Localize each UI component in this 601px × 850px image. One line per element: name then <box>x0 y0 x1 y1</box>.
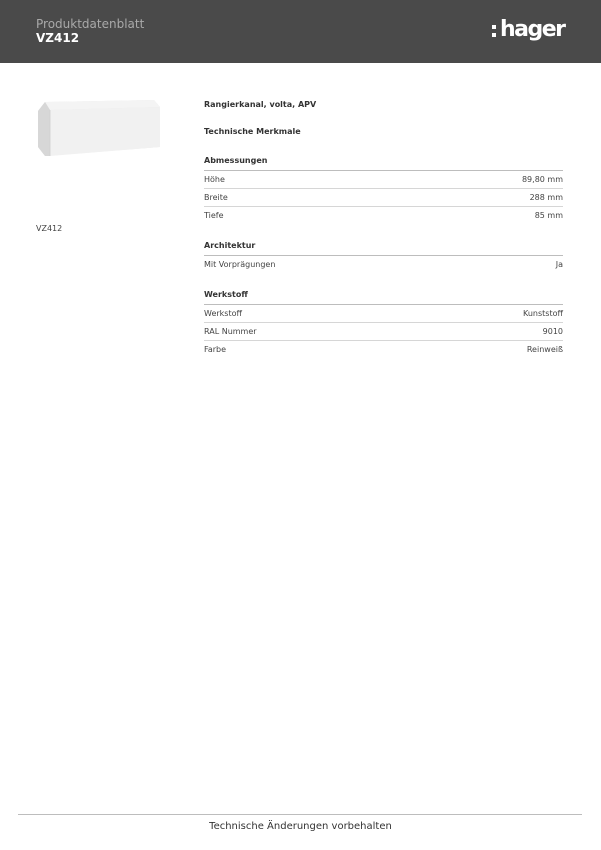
product-image-caption: VZ412 <box>36 224 63 233</box>
spec-value: 89,80 mm <box>521 175 563 184</box>
spec-row <box>204 207 563 224</box>
spec-value: Kunststoff <box>522 309 563 318</box>
spec-label: Mit Vorprägungen <box>204 260 276 269</box>
technical-specs <box>204 99 563 358</box>
spec-row <box>204 305 563 323</box>
spec-label: RAL Nummer <box>204 327 257 336</box>
document-type: Produktdatenblatt <box>36 17 145 31</box>
spec-group-material <box>204 289 563 358</box>
spec-value: Ja <box>555 260 563 269</box>
page-header <box>0 0 601 63</box>
spec-group-architecture <box>204 240 563 273</box>
spec-label: Farbe <box>204 345 227 354</box>
logo-mark-icon <box>492 19 498 41</box>
spec-row <box>204 341 563 358</box>
section-title: Technische Merkmale <box>204 127 301 136</box>
spec-group-dimensions <box>204 155 563 224</box>
spec-row <box>204 323 563 341</box>
product-code: VZ412 <box>36 31 80 45</box>
footer-note: Technische Änderungen vorbehalten <box>209 821 392 832</box>
spec-label: Werkstoff <box>204 309 242 318</box>
spec-row <box>204 189 563 207</box>
spec-label: Breite <box>204 193 228 202</box>
spec-value: Reinweiß <box>526 345 563 354</box>
spec-label: Höhe <box>204 175 225 184</box>
spec-row <box>204 171 563 189</box>
logo-text: hager <box>500 17 565 42</box>
spec-row <box>204 256 563 273</box>
spec-value: 9010 <box>542 327 563 336</box>
spec-label: Tiefe <box>204 211 224 220</box>
product-image <box>36 97 160 159</box>
spec-group-title: Architektur <box>204 240 563 256</box>
spec-value: 85 mm <box>534 211 563 220</box>
product-title: Rangierkanal, volta, APV <box>204 100 317 109</box>
spec-value: 288 mm <box>529 193 563 202</box>
footer-divider <box>18 814 582 815</box>
spec-group-title: Abmessungen <box>204 155 563 171</box>
spec-group-title: Werkstoff <box>204 289 563 305</box>
hager-logo <box>492 16 565 44</box>
